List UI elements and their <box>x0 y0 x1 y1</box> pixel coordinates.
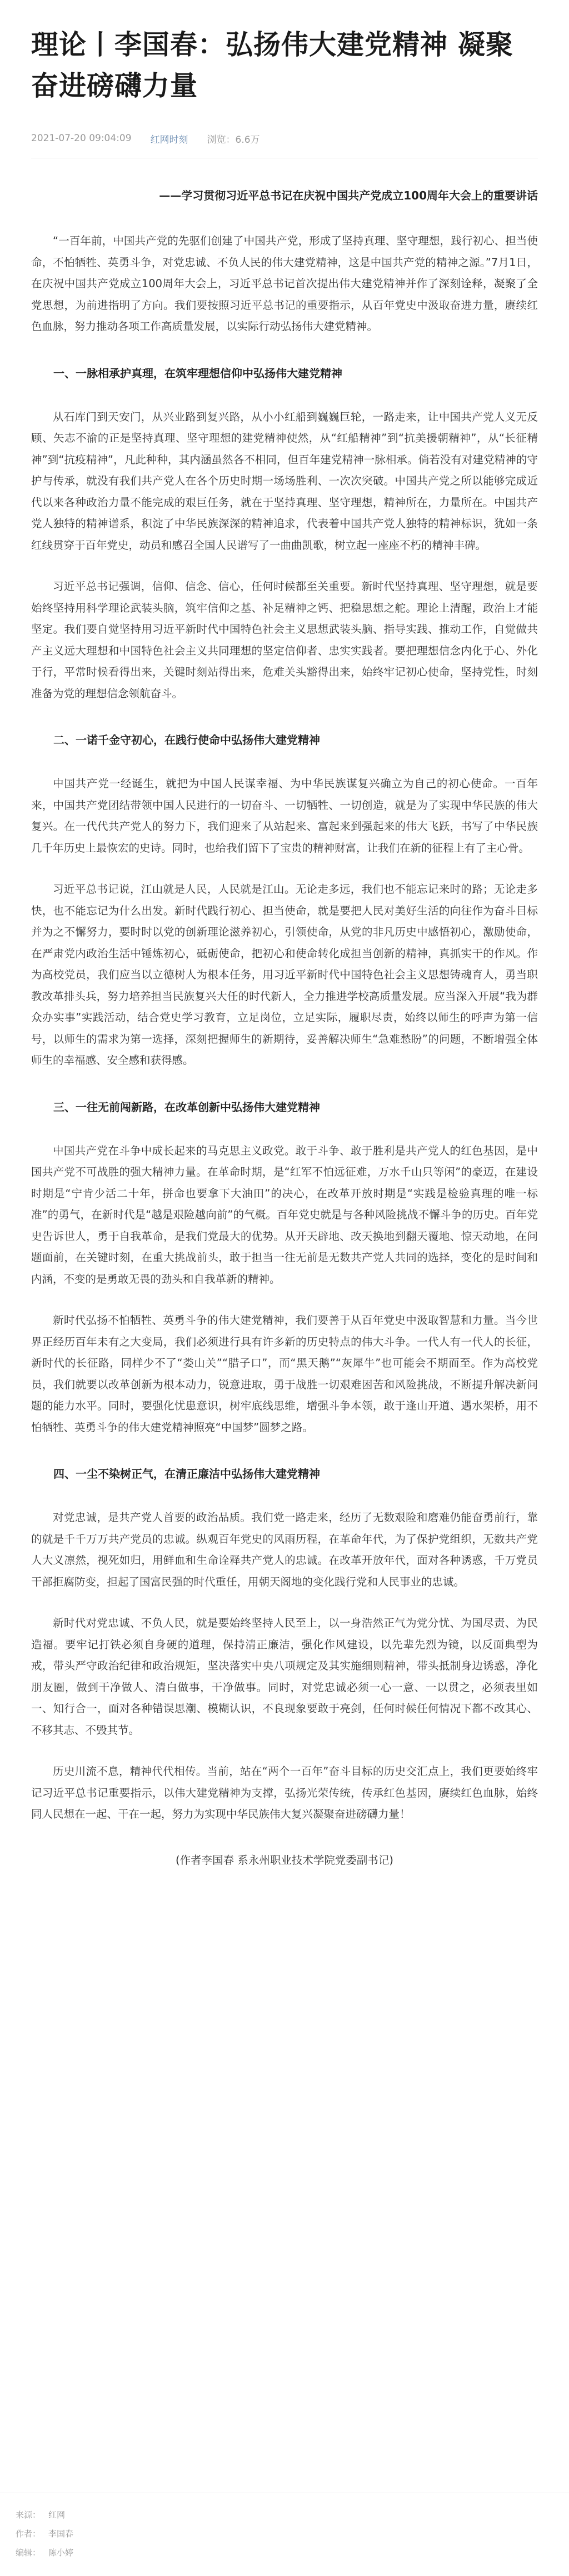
section-4-heading: 四、一尘不染树正气，在清正廉洁中弘扬伟大建党精神 <box>53 1467 320 1480</box>
footer-source-label: 来源： <box>16 2510 41 2520</box>
section-2-paragraph-1: 中国共产党一经诞生，就把为中国人民谋幸福、为中华民族谋复兴确立为自己的初心使命。一百年来，中国共产党团结带领中国人民进行的一切奋斗、一切牺牲、一切创造，就是为了实现中华民族的伟大复兴。在一代代共产党人的努力下，我们迎来了从站起来、富起来到强起来的伟大飞跃，书写了中华民族几千年历史上最恢宏的史诗。同时，也给我们留下了宝贵的精神财富，让我们在新的征程上有了主心骨。 <box>31 777 538 854</box>
section-2-paragraph-2: 习近平总书记说，江山就是人民，人民就是江山。无论走多远，我们也不能忘记来时的路；无论走多快，也不能忘记为什么出发。新时代践行初心、担当使命，就是要把人民对美好生活的向往作为奋斗目标并为之不懈努力，要时时以党的创新理论滋养初心，引领使命，从党的非凡历史中感悟初心，激励使命，在严肃党内政治生活中锤炼初心，砥砺使命，把初心和使命转化成担当创新的精神，真抓实干的作风。作为高校党员，我们应当以立德树人为根本任务，用习近平新时代中国特色社会主义思想铸魂育人，勇当职教改革排头兵，努力培养担当民族复兴大任的时代新人，全力推进学校高质量发展。应当深入开展“我为群众办实事”实践活动，结合党史学习教育，立足岗位，立足实际，履职尽责，始终以师生的呼声为第一信号，以师生的需求为第一选择，深刻把握师生的新期待，妥善解决师生“急难愁盼”的问题，不断增强全体师生的幸福感、安全感和获得感。 <box>31 883 538 1067</box>
article-meta <box>31 131 538 146</box>
footer-editor-value: 陈小婷 <box>48 2548 74 2558</box>
footer-author-label: 作者： <box>16 2529 41 2539</box>
conclusion-paragraph: 历史川流不息，精神代代相传。当前，站在“两个一百年”奋斗目标的历史交汇点上，我们更要始终牢记习近平总书记重要指示，以伟大建党精神为支撑，弘扬光荣传统，传承红色基因，赓续红色血脉，始终同人民想在一起、干在一起，努力为实现中华民族伟大复兴凝聚奋进磅礴力量！ <box>31 1765 538 1820</box>
section-3-paragraph-1: 中国共产党在斗争中成长起来的马克思主义政党。敢于斗争、敢于胜利是共产党人的红色基因，是中国共产党不可战胜的强大精神力量。在革命时期，是“红军不怕远征难，万水千山只等闲”的豪迈，在建设时期是“宁肯少活二十年，拼命也要拿下大油田”的决心，在改革开放时期是“实践是检验真理的唯一标准”的勇气，在新时代是“越是艰险越向前”的气概。百年党史就是与各种风险挑战不懈斗争的历史。百年党史告诉世人，勇于自我革命，是我们党最大的优势。从开天辟地、改天换地到翻天覆地、惊天动地，在问题面前，在关键时刻，在重大挑战前头，敢于担当一往无前是无数共产党人共同的选择，变化的是时间和内涵，不变的是勇敢无畏的劲头和自我革新的精神。 <box>31 1144 538 1286</box>
footer-source-value: 红网 <box>48 2510 66 2520</box>
footer-author-row <box>16 2524 553 2543</box>
article-subtitle: ——学习贯彻习近平总书记在庆祝中国共产党成立100周年大会上的重要讲话 <box>159 189 538 202</box>
section-1-paragraph-2: 习近平总书记强调，信仰、信念、信心，任何时候都至关重要。新时代坚持真理、坚守理想，就是要始终坚持用科学理论武装头脑，筑牢信仰之基、补足精神之钙、把稳思想之舵。理论上清醒，政治上才能坚定。我们要自觉坚持用习近平新时代中国特色社会主义思想武装头脑、指导实践、推动工作，自觉做共产主义远大理想和中国特色社会主义共同理想的坚定信仰者、忠实实践者。要把理想信念内化于心、外化于行，平常时候看得出来，关键时刻站得出来，危难关头豁得出来，始终牢记初心使命，坚持党性，时刻准备为党的理想信念领航奋斗。 <box>31 580 538 700</box>
section-1-heading: 一、一脉相承护真理，在筑牢理想信仰中弘扬伟大建党精神 <box>53 366 342 380</box>
section-3-heading: 三、一往无前闯新路，在改革创新中弘扬伟大建党精神 <box>53 1100 320 1114</box>
section-4-paragraph-1: 对党忠诚，是共产党人首要的政治品质。我们党一路走来，经历了无数艰险和磨难仍能奋勇前行，靠的就是千千万万共产党员的忠诚。纵观百年党史的风雨历程，在革命年代，为了保护党组织，无数共产党人大义凛然，视死如归，用鲜血和生命诠释共产党人的忠诚。在改革开放年代，面对各种诱惑，千万党员干部拒腐防变，担起了国富民强的时代重任，用朝天阁地的变化践行党和人民事业的忠诚。 <box>31 1511 538 1588</box>
footer-source-row <box>16 2505 553 2524</box>
intro-paragraph: “一百年前，中国共产党的先驱们创建了中国共产党，形成了坚持真理、坚守理想，践行初心、担当使命，不怕牺牲、英勇斗争，对党忠诚、不负人民的伟大建党精神，这是中国共产党的精神之源。”7月1日，在庆祝中国共产党成立100周年大会上，习近平总书记首次提出伟大建党精神并作了深刻诠释，凝聚了全党思想，为前进指明了方向。我们要按照习近平总书记的重要指示，从百年党史中汲取奋进力量，赓续红色血脉，努力推动各项工作高质量发展，以实际行动弘扬伟大建党精神。 <box>31 234 538 333</box>
article-footer <box>0 2493 569 2576</box>
publish-date: 2021-07-20 09:04:09 <box>31 133 132 144</box>
section-4-paragraph-2: 新时代对党忠诚、不负人民，就是要始终坚持人民至上，以一身浩然正气为党分忧、为国尽责、为民造福。要牢记打铁必须自身硬的道理，保持清正廉洁，强化作风建设，以先辈先烈为镜，以反面典型为戒，带头严守政治纪律和政治规矩，坚决落实中央八项规定及其实施细则精神，带头抵制身边诱惑，净化朋友圈，做到干净做人、清白做事，干净做事。同时，对党忠诚必须一心一意、一以贯之，必须表里如一、知行合一，面对各种错误思潮、模糊认识，不良现象要敢于亮剑，任何时候任何情况下都不改其心、不移其志、不毁其节。 <box>31 1617 538 1737</box>
section-3-paragraph-2: 新时代弘扬不怕牺牲、英勇斗争的伟大建党精神，我们要善于从百年党史中汲取智慧和力量。当今世界正经历百年未有之大变局，我们必须进行具有许多新的历史特点的伟大斗争。一代人有一代人的长征，新时代的长征路，同样少不了“娄山关”“腊子口”，而“黑天鹅”“灰犀牛”也可能会不期而至。作为高校党员，我们就要以改革创新为根本动力，锐意进取，勇于战胜一切艰难困苦和风险挑战，不断提升解决新问题的能力水平。同时，要强化忧患意识，树牢底线思维，增强斗争本领，敢于逢山开道、遇水架桥，用不怕牺牲、英勇斗争的伟大建党精神照亮“中国梦”圆梦之路。 <box>31 1314 538 1434</box>
source-link[interactable]: 红网时刻 <box>150 134 188 146</box>
article-title: 理论丨李国春：弘扬伟大建党精神 凝聚奋进磅礴力量 <box>31 29 514 102</box>
footer-editor-row <box>16 2543 553 2562</box>
section-2-heading: 二、一诺千金守初心，在践行使命中弘扬伟大建党精神 <box>53 733 320 747</box>
footer-editor-label: 编辑： <box>16 2548 41 2558</box>
footer-author-value: 李国春 <box>48 2529 74 2539</box>
view-count: 浏览：6.6万 <box>207 134 260 146</box>
author-note: (作者李国春 系永州职业技术学院党委副书记) <box>176 1853 393 1867</box>
section-1-paragraph-1: 从石库门到天安门，从兴业路到复兴路，从小小红船到巍巍巨轮，一路走来，让中国共产党人义无反顾、矢志不渝的正是坚持真理、坚守理想的建党精神使然，从“红船精神”到“抗美援朝精神”，从“长征精神”到“抗疫精神”，凡此种种，其内涵虽然各不相同，但百年建党精神一脉相承。倘若没有对建党精神的守护与传承，就没有我们共产党人在各个历史时期一场场胜利、一次次突破。中国共产党之所以能够完成近代以来各种政治力量不能完成的艰巨任务，就在于坚持真理、坚守理想，精神所在，力量所在。中国共产党人独特的精神谱系，积淀了中华民族深深的精神追求，代表着中国共产党人独特的精神标识，犹如一条红线贯穿于百年党史，动员和感召全国人民谱写了一曲曲凯歌，树立起一座座不朽的精神丰碑。 <box>31 410 538 552</box>
